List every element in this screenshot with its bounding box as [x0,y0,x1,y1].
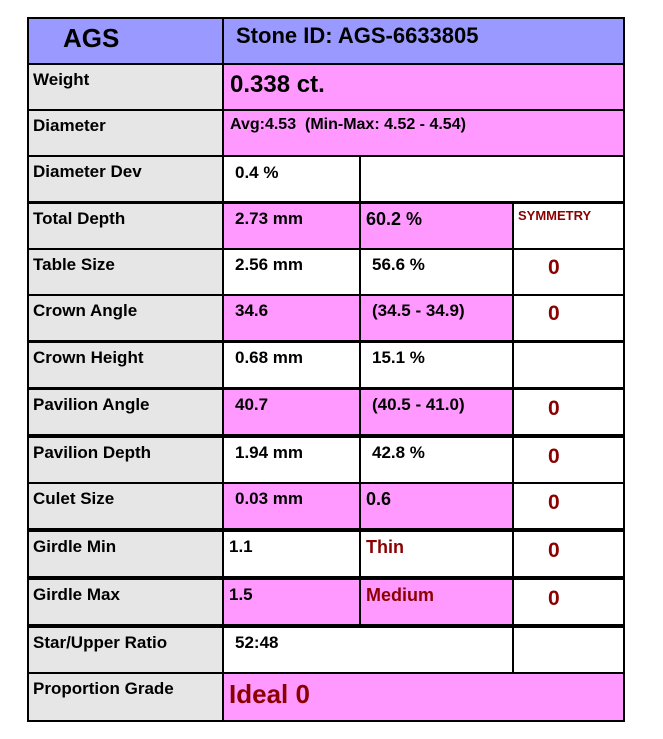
diameter-dev-label: Diameter Dev [33,162,142,181]
pavilion-angle-value-cell [222,388,361,436]
diameter-label: Diameter [33,116,106,135]
star-upper-empty-cell [512,626,625,674]
girdle-max-symmetry-cell [512,578,625,626]
culet-size-value-cell [222,482,361,530]
girdle-min-extra: Thin [366,537,404,557]
girdle-max-symmetry: 0 [548,587,560,610]
girdle-max-extra-cell [359,578,514,626]
crown-angle-symmetry: 0 [548,302,560,325]
total-depth-value: 2.73 mm [235,209,304,228]
table-size-label: Table Size [33,255,115,274]
crown-angle-symmetry-cell [512,294,625,342]
pavilion-angle-label-cell [27,388,224,436]
crown-angle-extra-cell [359,294,514,342]
girdle-max-extra: Medium [366,585,435,605]
proportion-grade-value-cell [222,672,625,722]
pavilion-depth-value-cell [222,436,361,484]
culet-size-extra: 0.6 [366,489,392,509]
girdle-max-label: Girdle Max [33,585,120,604]
crown-angle-label-cell [27,294,224,342]
pavilion-angle-extra: (40.5 - 41.0) [372,395,465,414]
table-size-extra-cell [359,248,514,296]
table-size-extra: 56.6 % [372,255,425,274]
girdle-max-label-cell [27,578,224,626]
star-upper-value: 52:48 [235,633,279,652]
total-depth-extra-cell [359,202,514,250]
symmetry-heading: SYMMETRY [518,208,592,223]
weight-label-cell [27,63,224,111]
lab-name: AGS [63,23,120,53]
diameter-dev-value-cell [222,155,361,203]
crown-angle-value-cell [222,294,361,342]
table-size-label-cell [27,248,224,296]
pavilion-angle-value: 40.7 [235,395,269,414]
diameter-value-cell [222,109,625,157]
weight-label: Weight [33,70,90,89]
table-size-value: 2.56 mm [235,255,304,274]
culet-size-label-cell [27,482,224,530]
crown-height-value-cell [222,341,361,389]
culet-size-symmetry-cell [512,482,625,530]
table-size-value-cell [222,248,361,296]
girdle-min-value: 1.1 [229,537,253,556]
diameter-value: Avg:4.53 (Min-Max: 4.52 - 4.54) [230,116,466,133]
girdle-min-symmetry-cell [512,530,625,578]
diameter-dev-value: 0.4 % [235,163,279,182]
girdle-min-extra-cell [359,530,514,578]
girdle-min-label-cell [27,530,224,578]
crown-angle-value: 34.6 [235,301,269,320]
pavilion-depth-symmetry: 0 [548,445,560,468]
total-depth-value-cell [222,202,361,250]
diameter-dev-label-cell [27,155,224,203]
diameter-label-cell [27,109,224,157]
girdle-min-symmetry: 0 [548,539,560,562]
table-size-symmetry: 0 [548,256,560,279]
culet-size-value: 0.03 mm [235,489,304,508]
diameter-dev-empty-cell [359,155,625,203]
culet-size-extra-cell [359,482,514,530]
proportion-grade-value: Ideal 0 [229,679,310,709]
crown-height-extra-cell [359,341,514,389]
crown-angle-label: Crown Angle [33,301,138,320]
star-upper-label: Star/Upper Ratio [33,633,168,652]
proportion-grade-label: Proportion Grade [33,679,174,698]
culet-size-symmetry: 0 [548,491,560,514]
pavilion-angle-symmetry-cell [512,388,625,436]
girdle-max-value: 1.5 [229,585,253,604]
crown-height-label: Crown Height [33,348,144,367]
pavilion-depth-label-cell [27,436,224,484]
pavilion-depth-extra: 42.8 % [372,443,425,462]
header-lab-cell [27,17,224,65]
pavilion-depth-symmetry-cell [512,436,625,484]
culet-size-label: Culet Size [33,489,115,508]
table-size-symmetry-cell [512,248,625,296]
total-depth-label: Total Depth [33,209,126,228]
total-depth-extra: 60.2 % [366,209,423,229]
pavilion-depth-extra-cell [359,436,514,484]
pavilion-depth-label: Pavilion Depth [33,443,152,462]
crown-height-extra: 15.1 % [372,348,425,367]
crown-height-label-cell [27,341,224,389]
crown-angle-extra: (34.5 - 34.9) [372,301,465,320]
girdle-max-value-cell [222,578,361,626]
pavilion-angle-label: Pavilion Angle [33,395,150,414]
weight-value: 0.338 ct. [230,71,325,98]
star-upper-value-cell [222,626,514,674]
total-depth-label-cell [27,202,224,250]
pavilion-depth-value: 1.94 mm [235,443,304,462]
crown-height-symmetry-cell [512,341,625,389]
girdle-min-value-cell [222,530,361,578]
symmetry-heading-cell [512,202,625,250]
pavilion-angle-symmetry: 0 [548,397,560,420]
weight-value-cell [222,63,625,111]
stone-id: Stone ID: AGS-6633805 [236,23,479,48]
pavilion-angle-extra-cell [359,388,514,436]
star-upper-label-cell [27,626,224,674]
crown-height-value: 0.68 mm [235,348,304,367]
proportion-grade-label-cell [27,672,224,722]
header-stone-id-cell [222,17,625,65]
girdle-min-label: Girdle Min [33,537,117,556]
